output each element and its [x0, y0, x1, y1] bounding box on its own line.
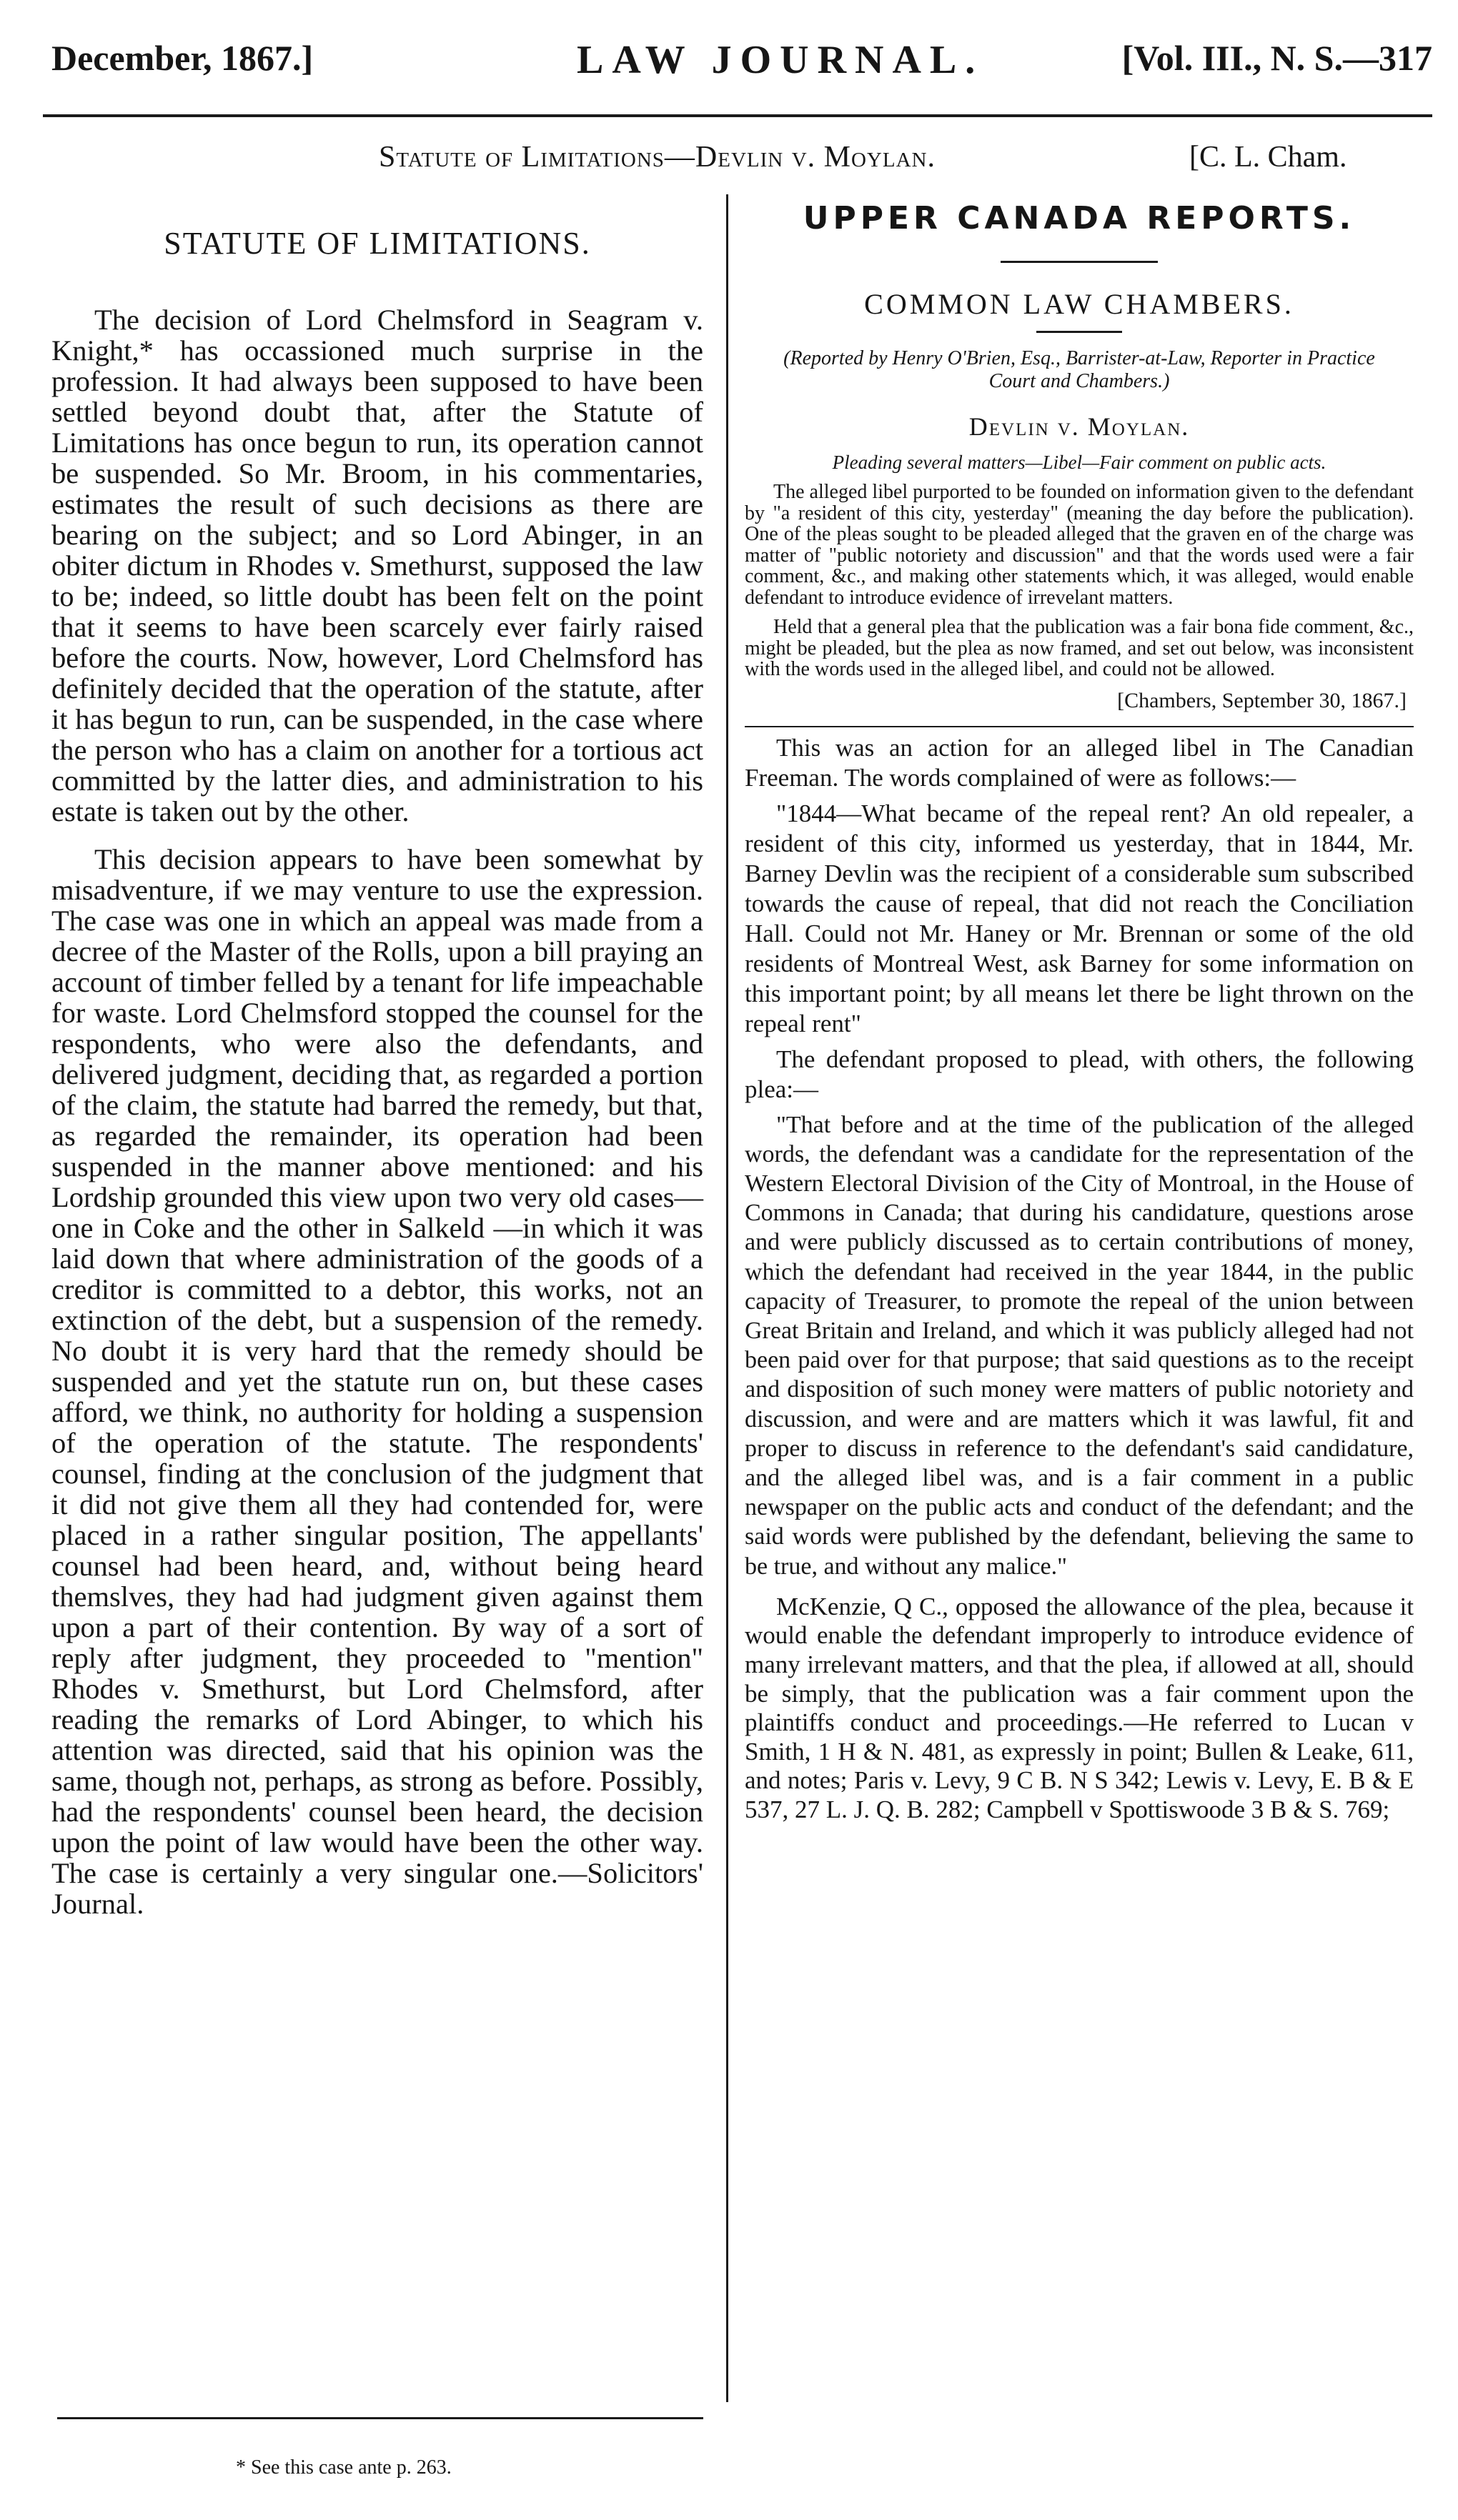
section-rule — [1001, 261, 1158, 263]
libel-quote: "1844—What became of the repeal rent? An old repealer, a resident of this city, informed us yesterday, that in 1844, Mr. Barney Devlin was the recipient of a considerable sum subscribed towards the cause of repeal, that did not reach the Conciliation Hall. Could not Mr. Haney or Mr. Brennan or some of the old residents of Montreal West, ask Barney for some information on this important point; by all means let there be light thrown on the repeal rent" — [745, 799, 1414, 1037]
case-intro: This was an action for an alleged libel in The Canadian Freeman. The words complained of were as follows:— — [745, 733, 1414, 792]
syllabus-paragraph: The alleged libel purported to be founded on information given to the defendant by "a resident of this city, yesterday" (meaning the day before the publication). One of the pleas sought to be pleaded alleged that the graven en of the charge was matter of "public notoriety and discussion" and that the words used were a fair comment, &c., and making other statements which, it was alleged, would enable defendant to introduce evidence of irrevelant matters. — [745, 481, 1414, 609]
headnote: Pleading several matters—Libel—Fair comment on public acts. — [832, 452, 1326, 473]
separator-rule — [745, 726, 1414, 727]
header-rule — [43, 114, 1432, 117]
syllabus-held: Held that a general plea that the publication was a fair bona fide comment, &c., might be pleaded, but the plea as now framed, and set out below, was inconsistent with the words used in the alleged libel, and could not be allowed. — [745, 616, 1414, 680]
section-title: UPPER CANADA REPORTS. — [803, 200, 1356, 236]
volume-page-number: [Vol. III., N. S.—317 — [1121, 38, 1432, 78]
subheader-court: [C. L. Cham. — [1189, 141, 1347, 174]
court-rule — [1036, 331, 1122, 333]
case-title: Devlin v. Moylan. — [968, 412, 1190, 441]
plea-intro: The defendant proposed to plead, with others, the following plea:— — [745, 1045, 1414, 1103]
subheader-topics: Statute of Limitations—Devlin v. Moylan. — [379, 141, 936, 174]
column-divider — [726, 194, 728, 2402]
reporter-note: (Reported by Henry O'Brien, Esq., Barrister-at-Law, Reporter in Practice Court and Chambers.) — [783, 347, 1375, 392]
plea-text: "That before and at the time of the publication of the alleged words, the defendant was a candidate for the representation of the Western Electoral Division of the City of Montroal, in the House of Commons in Canada; that during his candidature, questions arose and were publicly discussed as to certain contributions of money, which the defendant had received in the year 1844, in the public capacity of Treasurer, to promote the repeal of the union between Great Britain and Ireland, and which it was publicly alleged had not been paid over for that purpose; that said questions as to the receipt and disposition of such money were matters of public notoriety and discussion, and were and are matters which it was lawful, fit and proper to discuss in reference to the defendant's said candidature, and the alleged libel was, and is a fair comment in a public newspaper on the public acts and conduct of the defendant; and the said words were published by the defendant, believing the same to be true, and without any malice." — [745, 1111, 1414, 1580]
right-column — [745, 193, 1414, 1825]
court-title: COMMON LAW CHAMBERS. — [864, 288, 1294, 320]
header-date: December, 1867.] — [51, 38, 314, 78]
article-paragraph: This decision appears to have been somewhat by misadventure, if we may venture to use the expression. The case was one in which an appeal was made from a decree of the Master of the Rolls, upon a bill praying an account of timber felled by a tenant for life impeachable for waste. Lord Chelmsford stopped the counsel for the respondents, who were also the defendants, and delivered judgment, deciding that, as regarded a portion of the claim, the statute had barred the remedy, but that, as regarded the remainder, its operation had been suspended in the manner above mentioned: and his Lordship grounded this view upon two very old cases—one in Coke and the other in Salkeld —in which it was laid down that where administration of the goods of a creditor is committed to a debtor, this works, not an extinction of the debt, but a suspension of the remedy. No doubt it is very hard that the remedy should be suspended and yet the statute run on, but these cases afford, we think, no authority for holding a suspension of the operation of the statute. The respondents' counsel, finding at the conclusion of the judgment that it did not give them all they had contended for, were placed in a rather singular position, The appellants' counsel had been heard, and, without being heard themslves, they had had judgment given against them upon a part of their contention. By way of a sort of reply after judgment, they proceeded to "mention" Rhodes v. Smethurst, but Lord Chelmsford, after reading the remarks of Lord Abinger, to which his attention was directed, said that his opinion was the same, though not, perhaps, as strong as before. Possibly, had the respondents' counsel been heard, the decision upon the point of law would have been the other way. The case is certainly a very singular one.—Solicitors' Journal. — [51, 843, 703, 1920]
footnote: * See this case ante p. 263. — [236, 2456, 452, 2479]
left-column — [51, 211, 703, 1936]
court-date: [Chambers, September 30, 1867.] — [1117, 688, 1407, 712]
article-heading: STATUTE OF LIMITATIONS. — [164, 226, 591, 261]
article-paragraph: The decision of Lord Chelmsford in Seagram v. Knight,* has occassioned much surprise in the profession. It had always been supposed to have been settled beyond doubt that, after the Statute of Limitations has once begun to run, its operation cannot be suspended. So Mr. Broom, in his commentaries, estimates the result of such decisions as there are bearing on the subject; and so Lord Abinger, in an obiter dictum in Rhodes v. Smethurst, supposed the law to be; indeed, so little doubt has been felt on the point that it seems to have been scarcely ever fairly raised before the courts. Now, however, Lord Chelmsford has definitely decided that the operation of the statute, after it has begun to run, can be suspended, in the case where the person who has a claim on another for a tortious act committed by the latter dies, and administration to his estate is taken out by the other. — [51, 304, 703, 827]
journal-title: LAW JOURNAL. — [577, 38, 984, 82]
argument-paragraph: McKenzie, Q C., opposed the allowance of the plea, because it would enable the defendant improperly to introduce evidence of many irrelevant matters, and that the plea, if allowed at all, should be simply, that the publication was a fair comment upon the plaintiffs conduct and proceedings.—He referred to Lucan v Smith, 1 H & N. 481, as expressly in point; Bullen & Leake, 611, and notes; Paris v. Levy, 9 C B. N S 342; Lewis v. Levy, E. B & E 537, 27 L. J. Q. B. 282; Campbell v Spottiswoode 3 B & S. 769; — [745, 1592, 1414, 1823]
running-header — [51, 37, 1432, 94]
footnote-rule — [57, 2417, 703, 2419]
